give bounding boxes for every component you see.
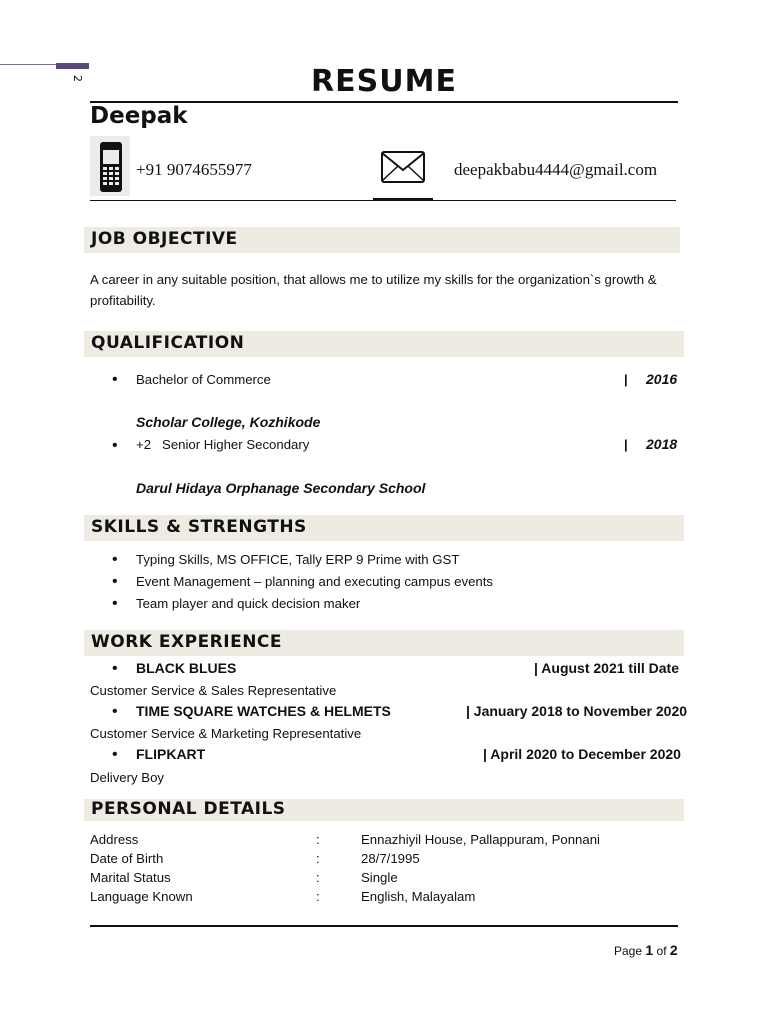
qualification-institution: Scholar College, Kozhikode [136, 414, 321, 430]
section-personal-details [84, 799, 684, 821]
page-title: RESUME [311, 64, 457, 99]
detail-value: English, Malayalam [361, 889, 476, 904]
mobile-phone-icon [90, 136, 130, 196]
phone-number: +91 9074655977 [136, 160, 252, 179]
qualification-degree: Bachelor of Commerce [136, 372, 271, 387]
work-period: | January 2018 to November 2020 [466, 703, 688, 719]
bullet-icon: • [112, 573, 118, 590]
envelope-icon [380, 150, 426, 189]
detail-separator: : [316, 832, 320, 847]
detail-label: Date of Birth [90, 851, 164, 866]
page-total: 2 [669, 942, 678, 958]
detail-value: Ennazhiyil House, Pallappuram, Ponnani [361, 832, 600, 847]
section-skills [84, 515, 684, 541]
contact-rule-accent [373, 198, 433, 201]
qualification-separator: | [624, 372, 628, 387]
work-period: | April 2020 to December 2020 [483, 746, 681, 762]
page-current: 1 [645, 942, 654, 958]
detail-value: 28/7/1995 [361, 851, 420, 866]
detail-label: Marital Status [90, 870, 171, 885]
skill-item: Team player and quick decision maker [136, 596, 361, 611]
detail-separator: : [316, 851, 320, 866]
candidate-name: Deepak [90, 103, 188, 129]
section-heading: SKILLS & STRENGTHS [91, 517, 307, 537]
work-role: Delivery Boy [90, 770, 165, 785]
work-role: Customer Service & Sales Representative [90, 683, 337, 698]
bullet-icon: • [112, 660, 118, 677]
section-heading: JOB OBJECTIVE [91, 229, 238, 249]
bullet-icon: • [112, 551, 118, 568]
job-objective-text: A career in any suitable position, that allows me to utilize my skills for the organization`s growth & profitability. [90, 272, 657, 308]
section-heading: WORK EXPERIENCE [91, 632, 283, 652]
bullet-icon: • [112, 746, 118, 763]
work-company: BLACK BLUES [136, 660, 237, 676]
section-work-experience [84, 630, 684, 656]
detail-label: Address [90, 832, 139, 847]
bullet-icon: • [112, 371, 118, 388]
work-company: FLIPKART [136, 746, 206, 762]
work-role: Customer Service & Marketing Representative [90, 726, 362, 741]
qualification-degree: +2 Senior Higher Secondary [136, 437, 310, 452]
qualification-separator: | [624, 437, 628, 452]
bullet-icon: • [112, 437, 118, 454]
footer-rule [90, 925, 678, 927]
section-qualification [84, 331, 684, 357]
detail-label: Language Known [90, 889, 193, 904]
section-heading: PERSONAL DETAILS [91, 799, 286, 819]
qualification-year: 2016 [646, 371, 678, 387]
of-word: of [656, 944, 667, 958]
detail-separator: : [316, 870, 320, 885]
bullet-icon: • [112, 595, 118, 612]
detail-separator: : [316, 889, 320, 904]
qualification-institution: Darul Hidaya Orphanage Secondary School [136, 480, 426, 496]
qualification-year: 2018 [646, 436, 678, 452]
work-company: TIME SQUARE WATCHES & HELMETS [136, 703, 391, 719]
page-word: Page [614, 944, 643, 958]
work-period: | August 2021 till Date [534, 660, 679, 676]
skill-item: Event Management – planning and executing campus events [136, 574, 494, 589]
page-counter [614, 942, 678, 958]
side-page-number: 2 [71, 75, 84, 82]
section-job-objective [84, 227, 680, 253]
bullet-icon: • [112, 703, 118, 720]
skill-item: Typing Skills, MS OFFICE, Tally ERP 9 Prime with GST [136, 552, 460, 567]
email-address[interactable]: deepakbabu4444@gmail.com [454, 160, 658, 179]
section-heading: QUALIFICATION [91, 333, 245, 353]
detail-value: Single [361, 870, 398, 885]
